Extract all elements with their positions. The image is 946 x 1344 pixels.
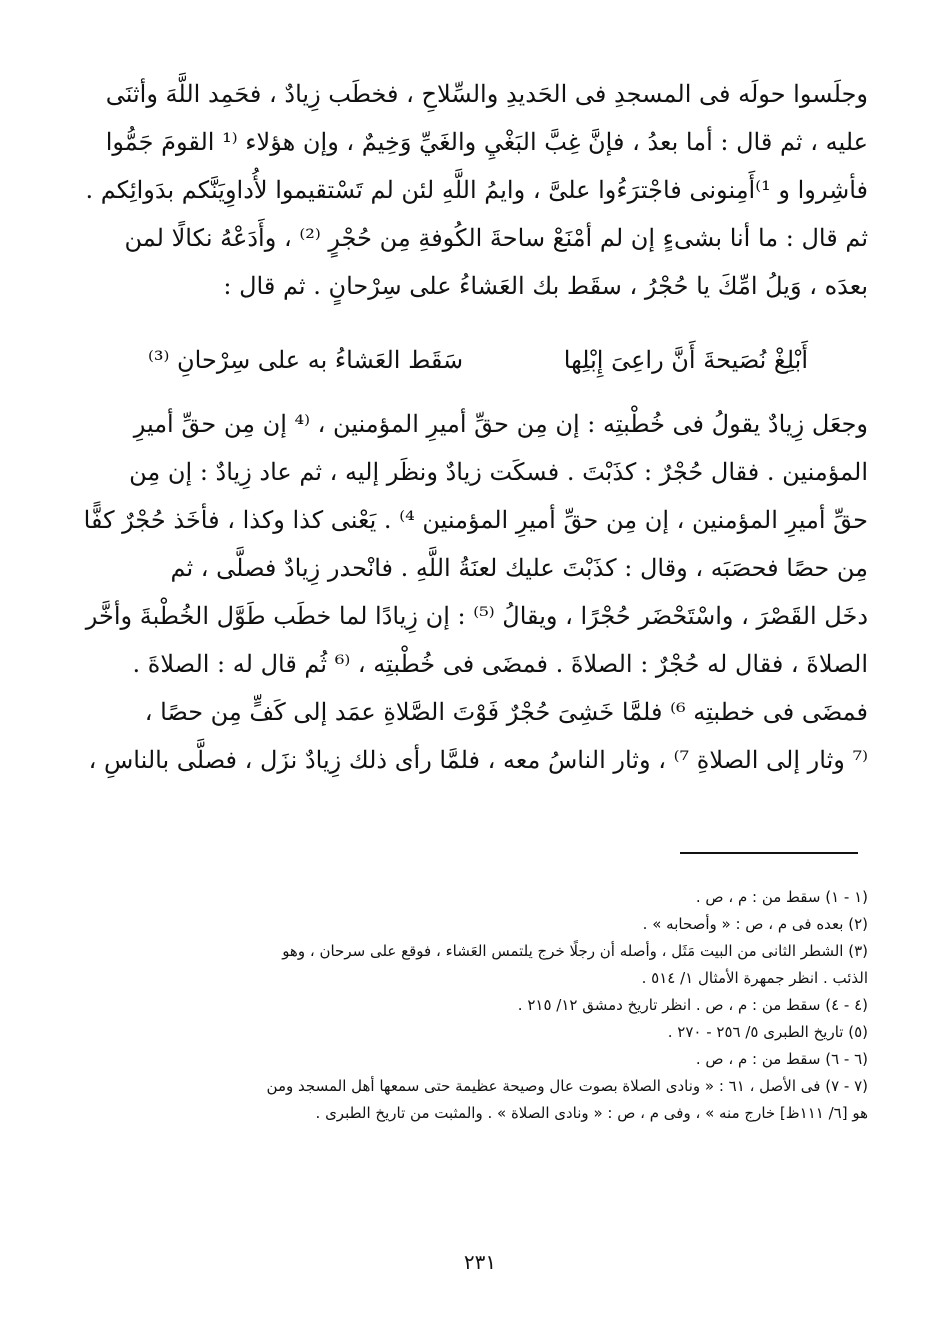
text-line: فمضَى فى خطبتِه ⁶⁾ فلمَّا خَشِىَ حُجْرٌ فَوْتَ الصَّلاةِ عمَد إلى كَفٍّ مِن حصًا ،	[144, 698, 868, 726]
text-line: وجعَل زِيادٌ يقولُ فى خُطْبتِه : إن مِن حقِّ أميرِ المؤمنين ، ⁽⁴ إن مِن حقِّ أميرِ	[133, 410, 868, 438]
text-line: المؤمنين . فقال حُجْرٌ : كذَبْتَ . فسكَت زيادٌ ونظَر إليه ، ثم عاد زِيادٌ : إن مِن	[129, 458, 868, 486]
footnote: (٧ - ٧) فى الأصل ، ٦١ : « ونادى الصلاة بصوت عال وصيحة عظيمة حتى سمعها أهل المسجد ومن	[266, 1077, 868, 1095]
text-line: وجلَسوا حولَه فى المسجدِ فى الحَديدِ والسِّلاحِ ، فخطَب زِيادٌ ، فحَمِد اللَّهَ وأثنَى	[105, 80, 868, 108]
text-line: ⁽⁷ وثار إلى الصلاةِ ⁷⁾ ، وثار الناسُ معه ، فلمَّا رأى ذلك زِيادٌ نزَل ، فصلَّى بالناسِ ،	[88, 746, 868, 774]
text-line: بعدَه ، وَيلُ امِّكَ يا حُجْرُ ، سقَط بك العَشاءُ على سِرْحانٍ . ثم قال :	[223, 272, 868, 300]
footnotes	[145, 884, 868, 1127]
footnote: (٣) الشطر الثانى من البيت مَثَل ، وأصله أن رجلًا خرج يلتمس العَشاء ، فوقع على سرحان ، وهو	[282, 942, 868, 960]
verse-second-hemistich: سَقَط العَشاءُ به على سِرْحانِ ⁽³⁾	[148, 346, 464, 374]
text-line: عليه ، ثم قال : أما بعدُ ، فإنَّ غِبَّ البَغْيِ والغَيِّ وَخِيمٌ ، وإن هؤلاء ⁽¹ القومَ جَمُّوا	[105, 128, 868, 156]
text-line: حقِّ أميرِ المؤمنين ، إن مِن حقِّ أميرِ المؤمنين ⁴⁾ . يَعْنى كذا وكذا ، فأخَذ حُجْرٌ كفًّا	[83, 506, 868, 534]
footnote-continuation: الذئب . انظر جمهرة الأمثال ١/ ٥١٤ .	[641, 969, 868, 987]
text-line: ثم قال : ما أنا بشىءٍ إن لم أمْنَعْ ساحةَ الكُوفةِ مِن حُجْرٍ ⁽²⁾ ، وأَدَعْهُ نكالًا لمن	[124, 224, 868, 252]
footnote: (٦ - ٦) سقط من : م ، ص .	[695, 1050, 868, 1068]
text-line: دخَل القَصْرَ ، واسْتَحْضَر حُجْرًا ، ويقالُ ⁽⁵⁾ : إن زِيادًا لما خطَب طَوَّل الخُطْبةَ وأخَّر	[85, 602, 868, 630]
verse-first-hemistich: أَبْلِغْ نُصَيحةَ أَنَّ راعِىَ إِبْلِها	[563, 346, 808, 374]
footnote: (٤ - ٤) سقط من : م ، ص . انظر تاريخ دمشق ١٢/ ٢١٥ .	[517, 996, 868, 1014]
body-paragraph-1	[85, 70, 868, 310]
footnote: (٢) بعده فى م ، ص : « وأصحابه » .	[642, 915, 868, 933]
footnote: (٥) تاريخ الطبرى ٥/ ٢٥٦ - ٢٧٠ .	[667, 1023, 868, 1041]
footnote-separator	[680, 852, 858, 854]
page-number: ٢٣١	[463, 1250, 497, 1274]
footnote: (١ - ١) سقط من : م ، ص .	[695, 888, 868, 906]
text-line: فأشِروا و ¹⁾أَمِنونى فاجْترَءُوا علىَّ ، وايمُ اللَّهِ لئن لم تَسْتقيموا لأُداوِيَنَّكم بدَوائِكم .	[85, 176, 868, 204]
text-line: الصلاةَ ، فقال له حُجْرٌ : الصلاةَ . فمضَى فى خُطْبتِه ، ⁽⁶ ثُم قال له : الصلاةَ .	[132, 650, 868, 678]
footnote-continuation: هو [٦/ ١١١ظ] خارج منه » ، وفى م ، ص : « ونادى الصلاة » . والمثبت من تاريخ الطبرى .	[315, 1104, 868, 1122]
poetry-verse	[128, 336, 868, 384]
text-line: مِن حصًا فحصَبَه ، وقال : كذَبْتَ عليك لعنَةُ اللَّهِ . فانْحدر زِيادٌ فصلَّى ، ثم	[170, 554, 868, 582]
body-paragraph-2	[83, 400, 868, 784]
